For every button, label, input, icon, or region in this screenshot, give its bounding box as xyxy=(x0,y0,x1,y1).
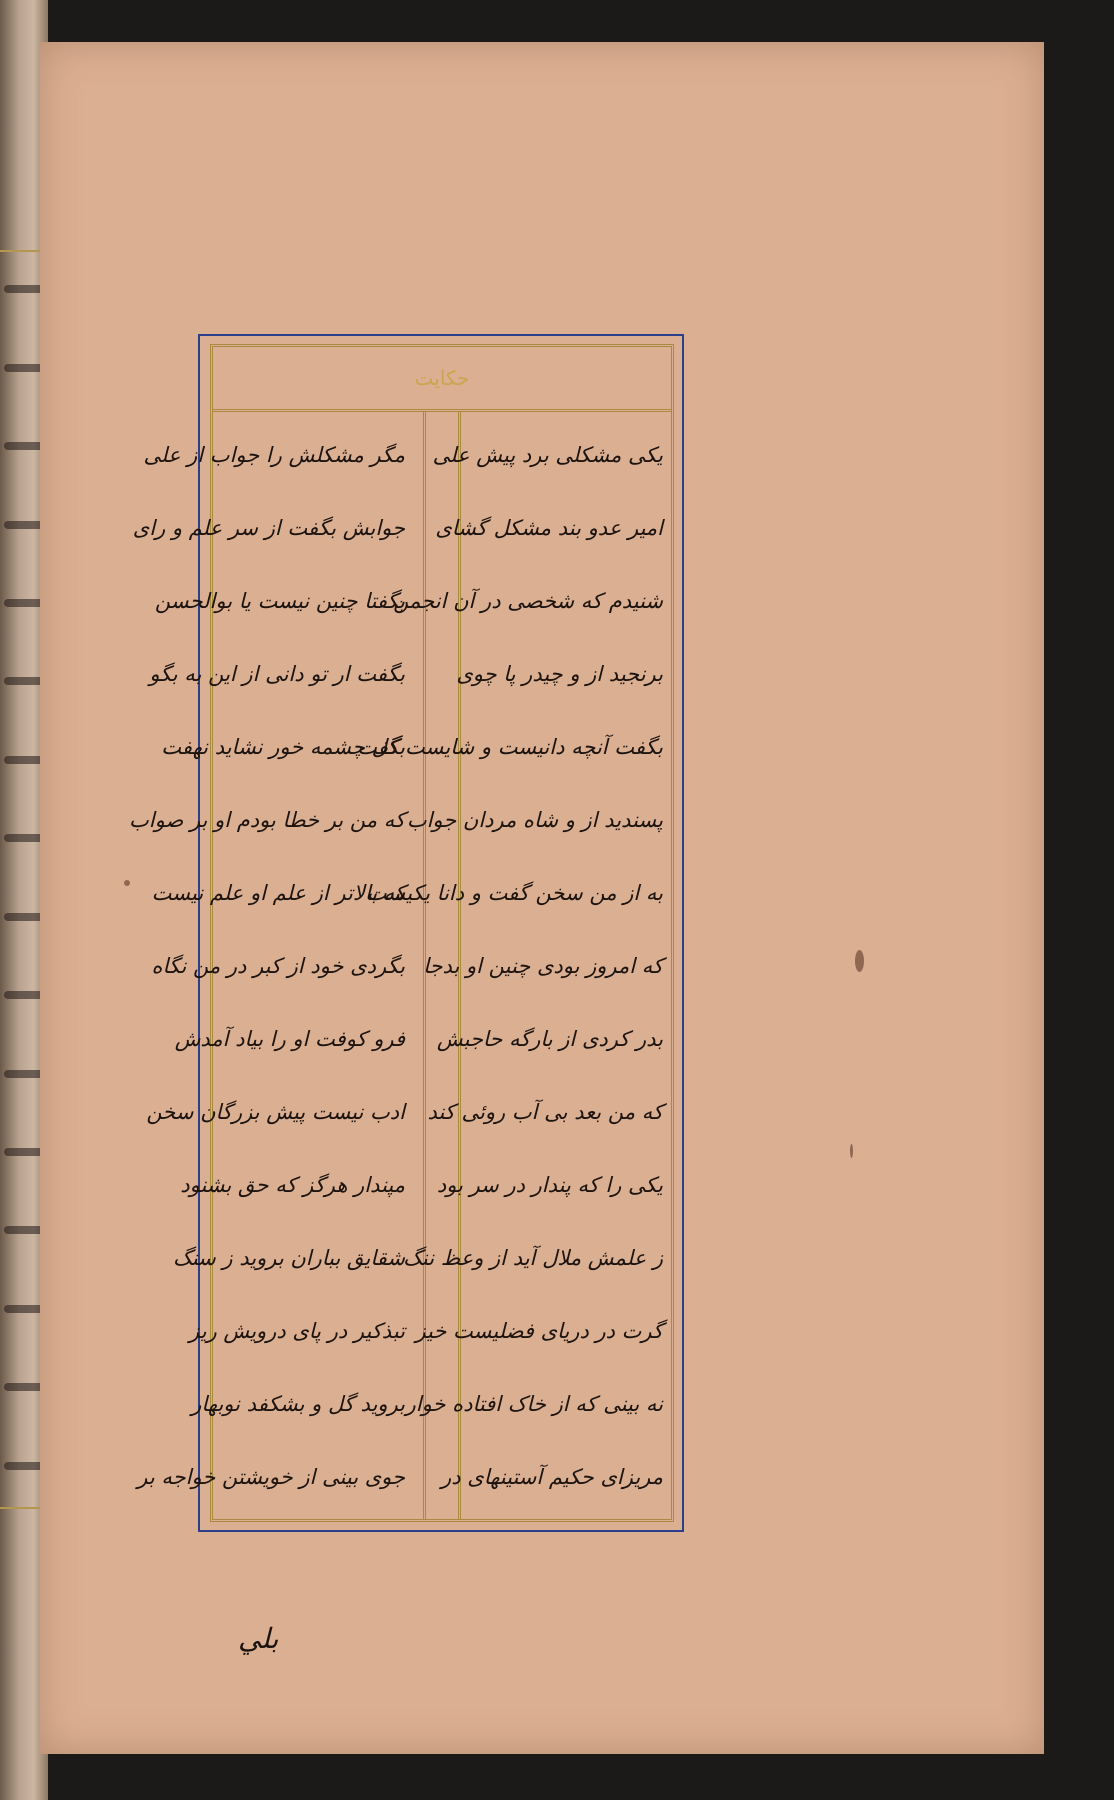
verse-line: مریزای حکیم آستینهای در xyxy=(441,1464,663,1489)
verse-line: بگل چشمه خور نشاید نهفت xyxy=(161,734,405,759)
verse-line: که من بعد بی آب روئی کند xyxy=(427,1099,663,1124)
paper-spot xyxy=(855,950,864,972)
verse-line: پسندید از و شاه مردان جواب xyxy=(406,807,663,832)
paper-spot xyxy=(850,1144,853,1158)
verse-line: بگفتا چنین نیست یا بوالحسن xyxy=(154,588,405,613)
section-heading: حکایت xyxy=(414,366,470,390)
text-frame xyxy=(129,334,684,1532)
verse-line: ادب نیست پیش بزرگان سخن xyxy=(146,1099,405,1124)
verse-line: مگر مشکلش را جواب از علی xyxy=(143,442,405,467)
verse-line: به از من سخن گفت و دانا یکیست xyxy=(366,880,663,905)
manuscript-folio xyxy=(40,42,1044,1754)
verse-line: یکی مشکلی برد پیش علی xyxy=(432,442,663,467)
facing-page-text xyxy=(0,250,44,1505)
verse-line: شقایق بباران بروید ز سنگ xyxy=(173,1245,405,1270)
verse-line: نه بینی که از خاک افتاده خوار xyxy=(405,1391,663,1416)
verse-line: یکی را که پندار در سر بود xyxy=(436,1172,663,1197)
left-verse-column xyxy=(129,412,405,1519)
right-verse-column xyxy=(357,412,663,1519)
paper-spot xyxy=(124,880,130,886)
verse-line: بگفت ار تو دانی از این به بگو xyxy=(149,661,405,686)
verse-line: جوابش بگفت از سر علم و رای xyxy=(132,515,405,540)
heading-panel xyxy=(213,347,671,412)
verse-line: بدر کردی از بارگه حاجبش xyxy=(436,1026,663,1051)
catchword: بلي xyxy=(238,1622,279,1655)
verse-line: که من بر خطا بودم او بر صواب xyxy=(129,807,405,832)
verse-line: که امروز بودی چنین او بدجا xyxy=(423,953,663,978)
verse-line: جوی بینی از خویشتن خواجه بر xyxy=(137,1464,405,1489)
verse-line: بگردی خود از کبر در من نگاه xyxy=(151,953,405,978)
verse-line: فرو کوفت او را بیاد آمدش xyxy=(174,1026,405,1051)
verse-line: ز علمش ملال آید از وعظ ننگ xyxy=(403,1245,663,1270)
verse-line: بروید گل و بشکفد نوبهار xyxy=(191,1391,405,1416)
verse-line: تبذکیر در پای درویش ریز xyxy=(189,1318,405,1343)
verse-line: امیر عدو بند مشکل گشای xyxy=(435,515,663,540)
verse-line: شنیدم که شخصی در آن انجمن xyxy=(393,588,663,613)
verse-line: گرت در دریای فضلیست خیز xyxy=(415,1318,663,1343)
verse-line: مپندار هرگز که حق بشنود xyxy=(180,1172,405,1197)
gold-ruled-border xyxy=(129,344,674,1522)
verse-line: برنجید از و چیدر پا چوی xyxy=(456,661,663,686)
verse-line: که بالاتر از علم او علم نیست xyxy=(151,880,405,905)
verse-columns xyxy=(129,412,671,1519)
verse-line: بگفت آنچه دانیست و شایست گفت xyxy=(357,734,663,759)
